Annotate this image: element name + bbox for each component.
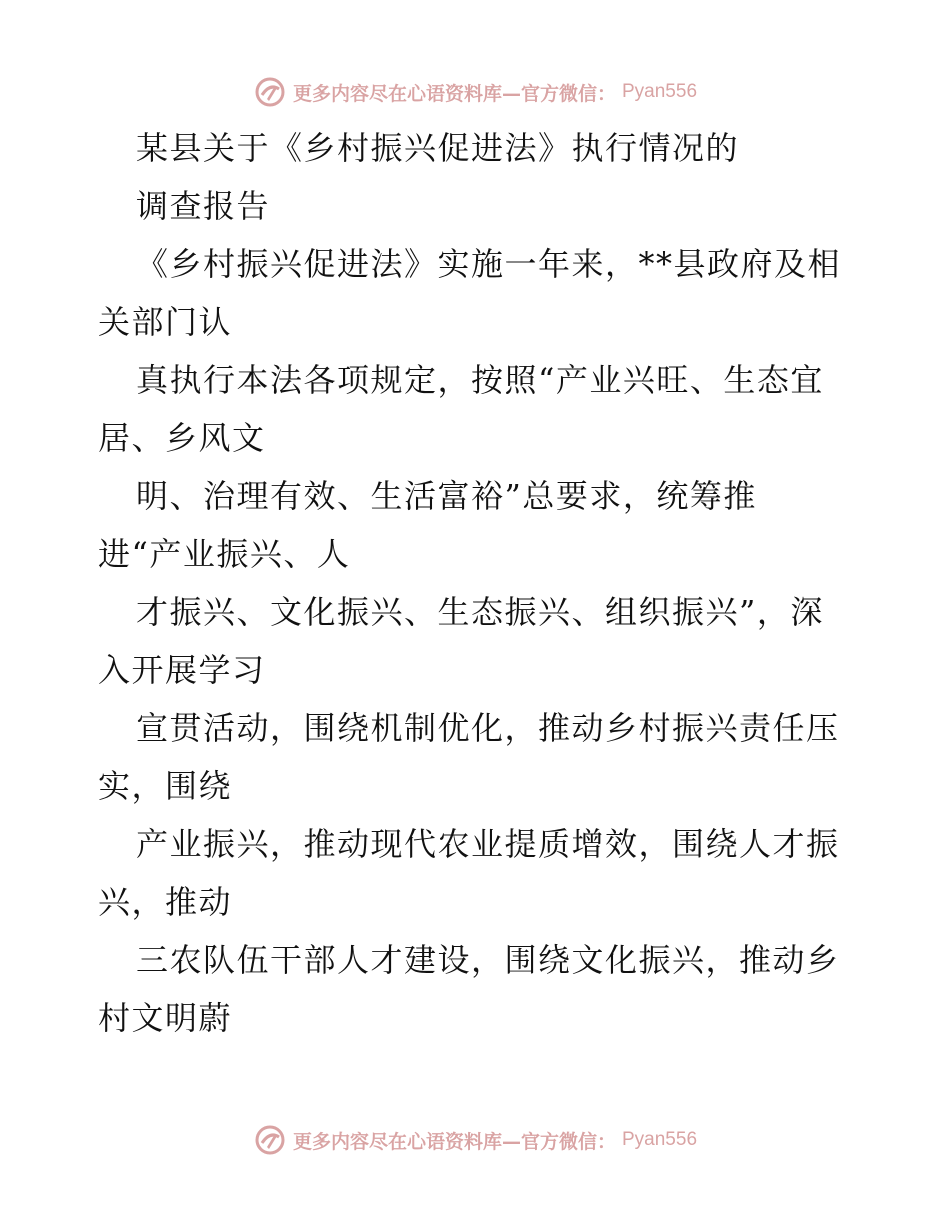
paragraph-line: 宣贯活动，围绕机制优化，推动乡村振兴责任压 bbox=[136, 709, 840, 747]
title-line-1: 某县关于《乡村振兴促进法》执行情况的 bbox=[136, 129, 740, 167]
paragraph-line: 实，围绕 bbox=[98, 767, 233, 805]
paragraph-line: 明、治理有效、生活富裕”总要求，统筹推 bbox=[136, 477, 757, 515]
watermark-id: Pyan556 bbox=[622, 81, 698, 102]
brand-logo-icon bbox=[253, 1123, 287, 1157]
paragraph-line: 进“产业振兴、人 bbox=[98, 535, 351, 573]
watermark-text: 更多内容尽在心语资料库—官方微信： bbox=[292, 1130, 616, 1153]
paragraph-line: 三农队伍干部人才建设，围绕文化振兴，推动乡 bbox=[136, 941, 840, 979]
paragraph-line: 居、乡风文 bbox=[98, 419, 266, 457]
footer-watermark bbox=[0, 1120, 950, 1160]
paragraph-line: 真执行本法各项规定，按照“产业兴旺、生态宜 bbox=[136, 361, 824, 399]
paragraph-line: 兴，推动 bbox=[98, 883, 233, 921]
paragraph-line: 产业振兴，推动现代农业提质增效，围绕人才振 bbox=[136, 825, 840, 863]
header-watermark bbox=[0, 72, 950, 112]
paragraph-line: 关部门认 bbox=[98, 303, 233, 341]
paragraph-line: 《乡村振兴促进法》实施一年来，**县政府及相 bbox=[136, 245, 842, 283]
brand-logo-icon bbox=[253, 75, 287, 109]
paragraph-line: 村文明蔚 bbox=[98, 999, 233, 1037]
watermark-id: Pyan556 bbox=[622, 1129, 698, 1150]
watermark-text: 更多内容尽在心语资料库—官方微信： bbox=[292, 82, 616, 105]
paragraph-line: 入开展学习 bbox=[98, 651, 266, 689]
title-line-2: 调查报告 bbox=[136, 187, 271, 225]
paragraph-line: 才振兴、文化振兴、生态振兴、组织振兴”，深 bbox=[136, 593, 824, 631]
